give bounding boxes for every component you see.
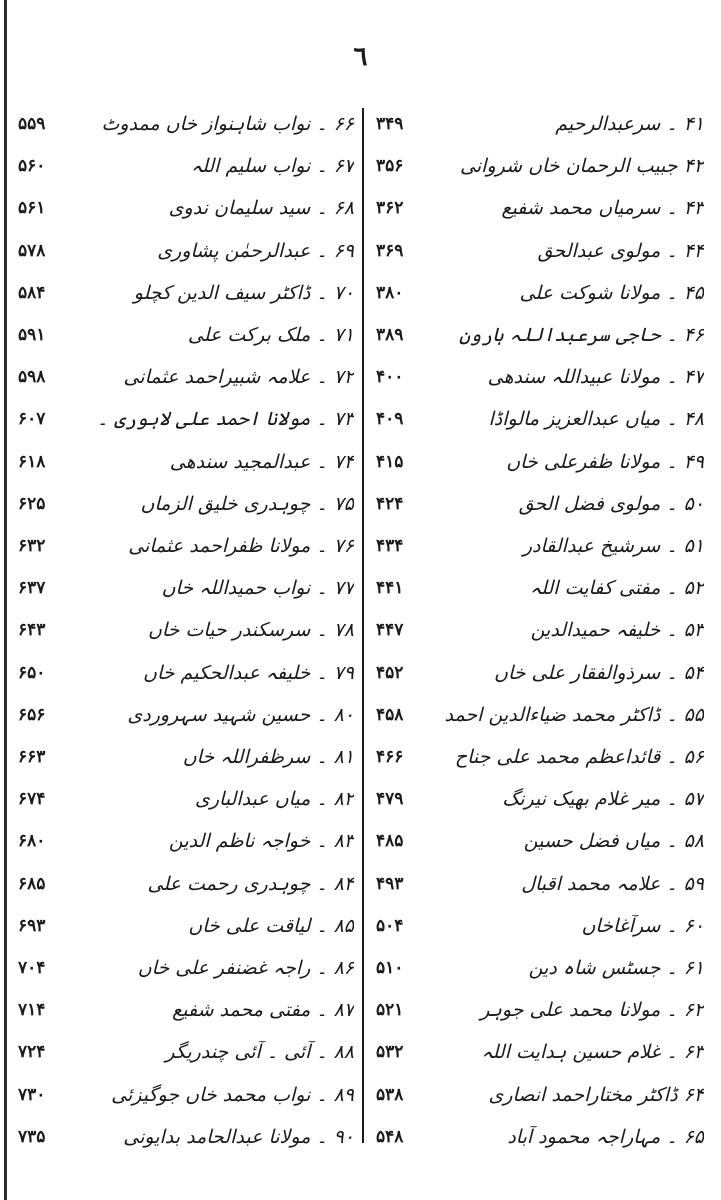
entry-page-number: ۳۵۶ [376,156,404,177]
toc-column-right [376,104,704,1157]
entry-title: ۵۶ ۔ قائداعظم محمد علی جناح [454,746,704,769]
entry-page-number: ۶۷۴ [18,789,46,810]
entry-title: ۶۳ ۔ غلام حسین ہدایت اللہ [481,1041,704,1064]
entry-page-number: ۴۹۳ [376,873,404,894]
entry-page-number: ۴۲۴ [376,493,404,514]
entry-title: ۴۷ ۔ مولانا عبیداللہ سندھی [487,366,704,389]
entry-page-number: ۶۵۰ [18,662,46,683]
entry-title: ۵۸ ۔ میاں فضل حسین [523,830,704,853]
entry-page-number: ۴۰۰ [376,367,404,388]
entry-title: ۷۸ ۔ سرسکندر حیات خاں [147,619,354,642]
entry-title: ۷۵ ۔ چوہدری خلیق الزماں [140,492,354,515]
column-divider [362,108,364,1143]
entry-title: ۹۰ ۔ مولانا عبدالحامد بدایونی [123,1125,354,1148]
entry-title: ۵۴ ۔ سرذوالفقار علی خاں [494,661,704,684]
entry-page-number: ۵۲۱ [376,1000,404,1021]
toc-entry [376,399,704,439]
entry-page-number: ۶۳۲ [18,536,46,557]
toc-column-left [18,104,354,1157]
entry-page-number: ۶۲۵ [18,493,46,514]
entry-page-number: ۴۶۶ [376,747,404,768]
toc-entry [376,779,704,819]
entry-title: ۸۲ ۔ میاں عبدالباری [194,788,354,811]
toc-entry [18,399,354,439]
toc-entry [376,146,704,186]
entry-title: ۸۰ ۔ حسین شہید سہروردی [127,703,354,726]
toc-entry [376,1075,704,1115]
toc-entry [376,357,704,397]
entry-page-number: ۷۳۵ [18,1126,46,1147]
entry-page-number: ۵۴۸ [376,1126,404,1147]
toc-entry [376,188,704,228]
toc-entry [376,442,704,482]
toc-entry [18,610,354,650]
entry-title: ۸۹ ۔ نواب محمد خاں جوگیزئی [111,1083,354,1106]
entry-page-number: ۵۶۰ [18,156,46,177]
entry-page-number: ۶۰۷ [18,409,46,430]
toc-entry [18,1075,354,1115]
entry-title: ۷۹ ۔ خلیفہ عبدالحکیم خاں [143,661,354,684]
toc-entry [18,273,354,313]
toc-entry [376,948,704,988]
toc-entry [376,990,704,1030]
entry-page-number: ۵۳۸ [376,1084,404,1105]
toc-entry [376,568,704,608]
entry-page-number: ۴۷۹ [376,789,404,810]
entry-title: ۷۷ ۔ نواب حمیداللہ خاں [161,577,354,600]
entry-title: ۴۲ جبیب الرحمان خاں شروانی [460,155,704,178]
entry-page-number: ۴۴۷ [376,620,404,641]
entry-page-number: ۵۹۸ [18,367,46,388]
toc-entry [18,357,354,397]
entry-title: ۸۱ ۔ سرظفراللہ خاں [182,746,354,769]
toc-entry [376,104,704,144]
entry-title: ۸۴ ۔ چوہدری رحمت علی [147,872,354,895]
toc-entry [18,1032,354,1072]
entry-title: ۶۴ ڈاکٹر مختاراحمد انصاری [488,1083,704,1106]
toc-entry [376,231,704,271]
toc-entry [376,526,704,566]
entry-title: ۶۰ ۔ سرآغاخاں [581,914,704,937]
toc-entry [18,442,354,482]
toc-entry [18,906,354,946]
entry-title: ۶۲ ۔ مولانا محمد علی جوہر [480,999,704,1022]
toc-entry [376,315,704,355]
entry-page-number: ۶۴۳ [18,620,46,641]
toc-entry [18,653,354,693]
entry-page-number: ۵۰۴ [376,915,404,936]
entry-title: ۵۷ ۔ میر غلام بھیک نیرنگ [502,788,704,811]
entry-page-number: ۵۷۸ [18,240,46,261]
toc-entry [18,864,354,904]
toc-entry [376,906,704,946]
entry-page-number: ۴۸۵ [376,831,404,852]
toc-entry [376,864,704,904]
entry-page-number: ۷۲۴ [18,1042,46,1063]
entry-page-number: ۵۱۰ [376,958,404,979]
toc-entry [18,821,354,861]
toc-entry [376,484,704,524]
entry-title: ۴۱ ۔ سرعبدالرحیم [555,113,704,135]
entry-title: ۵۳ ۔ خلیفہ حمیدالدین [530,619,704,642]
entry-title: ۷۱ ۔ ملک برکت علی [187,324,354,347]
entry-title: ۴۶ ۔ حاجی سرعبداللہ ہارون [459,324,704,347]
toc-entry [18,568,354,608]
entry-title: ۴۸ ۔ میاں عبدالعزیز مالواڈا [488,408,704,431]
entry-title: ۸۶ ۔ راجہ غضنفر علی خاں [137,957,354,980]
toc-entry [18,484,354,524]
entry-title: ۷۶ ۔ مولانا ظفراحمد عثمانی [128,535,354,558]
entry-title: ۵۲ ۔ مفتی کفایت اللہ [530,577,704,600]
toc-entry [18,948,354,988]
entry-title: ۶۶ ۔ نواب شاہنواز خاں ممدوٹ [101,113,354,135]
entry-page-number: ۶۹۳ [18,915,46,936]
entry-title: ۶۸ ۔ سید سلیمان ندوی [168,197,354,220]
entry-title: ۶۷ ۔ نواب سلیم اللہ [190,155,354,178]
page-edge-border [4,0,7,1200]
entry-title: ۷۲ ۔ علامہ شبیراحمد عثمانی [123,366,354,389]
entry-page-number: ۳۸۰ [376,282,404,303]
toc-entry [18,990,354,1030]
entry-page-number: ۶۳۷ [18,578,46,599]
entry-title: ۴۹ ۔ مولانا ظفرعلی خاں [506,450,704,473]
toc-entry [18,779,354,819]
entry-page-number: ۴۳۴ [376,536,404,557]
entry-page-number: ۳۶۲ [376,198,404,219]
page-number: ٦ [353,42,368,72]
entry-title: ۸۸ ۔ آئی ۔ آئی چندریگر [165,1041,354,1064]
entry-page-number: ۴۵۸ [376,704,404,725]
entry-title: ۶۱ ۔ جسٹس شاہ دین [528,957,704,980]
entry-page-number: ۶۸۵ [18,873,46,894]
entry-title: ۵۹ ۔ علامہ محمد اقبال [521,872,704,895]
toc-entry [18,146,354,186]
entry-page-number: ۶۱۸ [18,451,46,472]
entry-title: ۵۰ ۔ مولوی فضل الحق [518,492,704,515]
entry-page-number: ۶۵۶ [18,704,46,725]
toc-entry [376,737,704,777]
entry-title: ۵۱ ۔ سرشیخ عبدالقادر [522,535,704,558]
toc-entry [18,231,354,271]
toc-entry [18,1117,354,1157]
toc-entry [18,188,354,228]
toc-entry [376,1032,704,1072]
toc-entry [376,821,704,861]
entry-page-number: ۵۶۱ [18,198,46,219]
entry-title: ۶۵ ۔ مہاراجہ محمود آباد [507,1125,704,1148]
entry-page-number: ۷۱۴ [18,1000,46,1021]
entry-page-number: ۴۴۱ [376,578,404,599]
toc-entry [376,273,704,313]
entry-title: ۴۳ ۔ سرمیاں محمد شفیع [501,197,704,220]
entry-page-number: ۳۴۹ [376,114,404,134]
entry-page-number: ۷۰۴ [18,958,46,979]
entry-page-number: ۴۵۲ [376,662,404,683]
entry-page-number: ۷۳۰ [18,1084,46,1105]
entry-title: ۵۵ ۔ ڈاکٹر محمد ضیاءالدین احمد [444,703,704,726]
entry-title: ۷۴ ۔ عبدالمجید سندھی [169,450,354,473]
entry-title: ۸۳ ۔ خواجہ ناظم الدین [168,830,354,853]
entry-title: ۴۵ ۔ مولانا شوکت علی [519,281,704,304]
entry-title: ۴۴ ۔ مولوی عبدالحق [537,239,704,262]
entry-page-number: ۵۹۱ [18,325,46,346]
toc-entry [376,653,704,693]
entry-page-number: ۵۵۹ [18,114,46,134]
entry-page-number: ۴۱۵ [376,451,404,472]
toc-entry [18,104,354,144]
entry-title: ۷۳ ۔ مولانا احمد علی لاہوری ۔ [96,408,354,431]
entry-page-number: ۳۶۹ [376,240,404,261]
entry-page-number: ۴۰۹ [376,409,404,430]
toc-entry [376,1117,704,1157]
entry-title: ۸۵ ۔ لیاقت علی خاں [188,914,354,937]
entry-page-number: ۶۶۳ [18,747,46,768]
entry-title: ۸۷ ۔ مفتی محمد شفیع [172,999,354,1022]
toc-entry [18,695,354,735]
toc-entry [18,737,354,777]
entry-page-number: ۵۳۲ [376,1042,404,1063]
toc-entry [376,610,704,650]
entry-page-number: ۵۸۴ [18,282,46,303]
entry-page-number: ۳۸۹ [376,325,404,346]
toc-entry [18,315,354,355]
entry-title: ۶۹ ۔ عبدالرحمٰن پشاوری [157,239,354,262]
entry-title: ۷۰ ۔ ڈاکٹر سیف الدین کچلو [133,281,354,304]
entry-page-number: ۶۸۰ [18,831,46,852]
toc-entry [376,695,704,735]
toc-entry [18,526,354,566]
